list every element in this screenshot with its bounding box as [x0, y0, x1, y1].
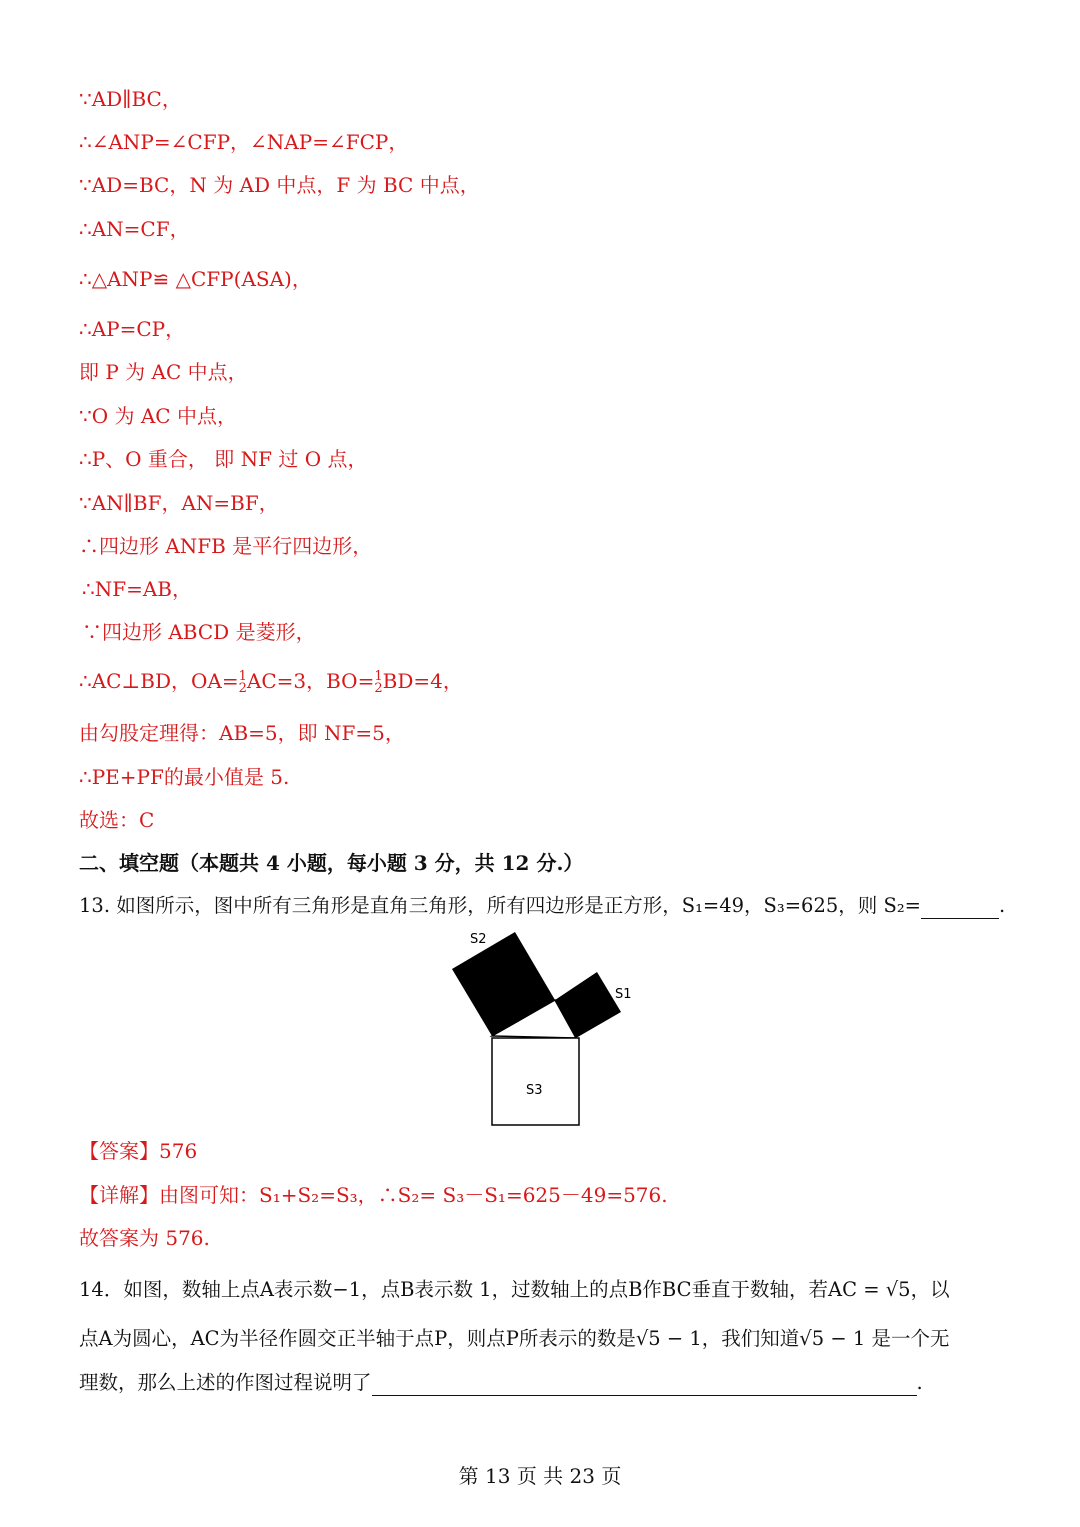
question-14-text: 理数，那么上述的作图过程说明了 — [79, 1371, 372, 1394]
question-14-line — [79, 1370, 923, 1396]
question-13-text: 13. 如图所示，图中所有三角形是直角三角形，所有四边形是正方形，S₁=49，S₃=625，则 S₂= — [79, 894, 921, 917]
solution-line: ∴P、O 重合， 即 NF 过 O 点， — [79, 447, 368, 471]
answer-blank — [372, 1373, 917, 1396]
answer-conclusion: 故答案为 576. — [79, 1226, 210, 1250]
pythagoras-squares-figure — [445, 928, 635, 1128]
label-s1: S1 — [615, 987, 632, 1002]
solution-line: ∵AD∥BC， — [79, 87, 182, 111]
solution-line: ∵四边形 ABCD 是菱形， — [82, 620, 316, 644]
frac-den: 2 — [374, 680, 383, 696]
question-13 — [79, 893, 1005, 919]
detail-explanation: 【详解】由图可知：S₁+S₂=S₃，∴S₂= S₃－S₁=625－49=576. — [79, 1183, 668, 1207]
square-s3 — [492, 1038, 579, 1125]
label-s2: S2 — [470, 932, 487, 947]
solution-line: ∴△ANP≌ △CFP(ASA)， — [79, 267, 312, 291]
solution-line: ∴NF=AB， — [82, 577, 192, 601]
fraction-half — [238, 668, 247, 696]
solution-line: ∴四边形 ANFB 是平行四边形， — [79, 534, 373, 558]
frac-den: 2 — [238, 680, 247, 696]
solution-line: ∴AN=CF， — [79, 217, 190, 241]
solution-line: ∵AN∥BF，AN=BF， — [79, 491, 279, 515]
frac-num: 1 — [374, 668, 383, 684]
solution-line: ∴PE+PF的最小值是 5. — [79, 765, 290, 789]
solution-answer-choice: 故选：C — [79, 808, 155, 832]
answer-blank — [921, 896, 999, 919]
question-14-line: 14．如图，数轴上点A表示数−1，点B表示数 1，过数轴上的点B作BC垂直于数轴，若AC = √5，以 — [79, 1278, 950, 1301]
solution-line: ∵O 为 AC 中点， — [79, 404, 237, 428]
perpendicular-line — [79, 668, 463, 695]
perp-text-b: AC=3，BO= — [246, 669, 375, 693]
answer-label: 【答案】576 — [79, 1139, 198, 1163]
solution-line: ∴AP=CP， — [79, 317, 186, 341]
label-s3: S3 — [526, 1083, 543, 1098]
fraction-half — [374, 668, 383, 696]
solution-line: ∴∠ANP=∠CFP，∠NAP=∠FCP， — [79, 130, 409, 154]
solution-line: 由勾股定理得：AB=5，即 NF=5， — [79, 721, 405, 745]
section-heading: 二、填空题（本题共 4 小题，每小题 3 分，共 12 分.） — [79, 851, 584, 875]
solution-line: 即 P 为 AC 中点， — [79, 360, 248, 384]
perp-text-c: BD=4， — [382, 669, 463, 693]
frac-num: 1 — [238, 668, 247, 684]
page-footer: 第 13 页 共 23 页 — [458, 1464, 622, 1488]
solution-line: ∵AD=BC，N 为 AD 中点，F 为 BC 中点， — [79, 173, 480, 197]
question-14-line: 点A为圆心，AC为半径作圆交正半轴于点P，则点P所表示的数是√5 − 1，我们知道√5 − 1 是一个无 — [79, 1327, 950, 1350]
perp-text-a: ∴AC⊥BD，OA= — [79, 669, 239, 693]
question-14-end: . — [916, 1371, 923, 1394]
question-13-end: . — [999, 894, 1006, 917]
